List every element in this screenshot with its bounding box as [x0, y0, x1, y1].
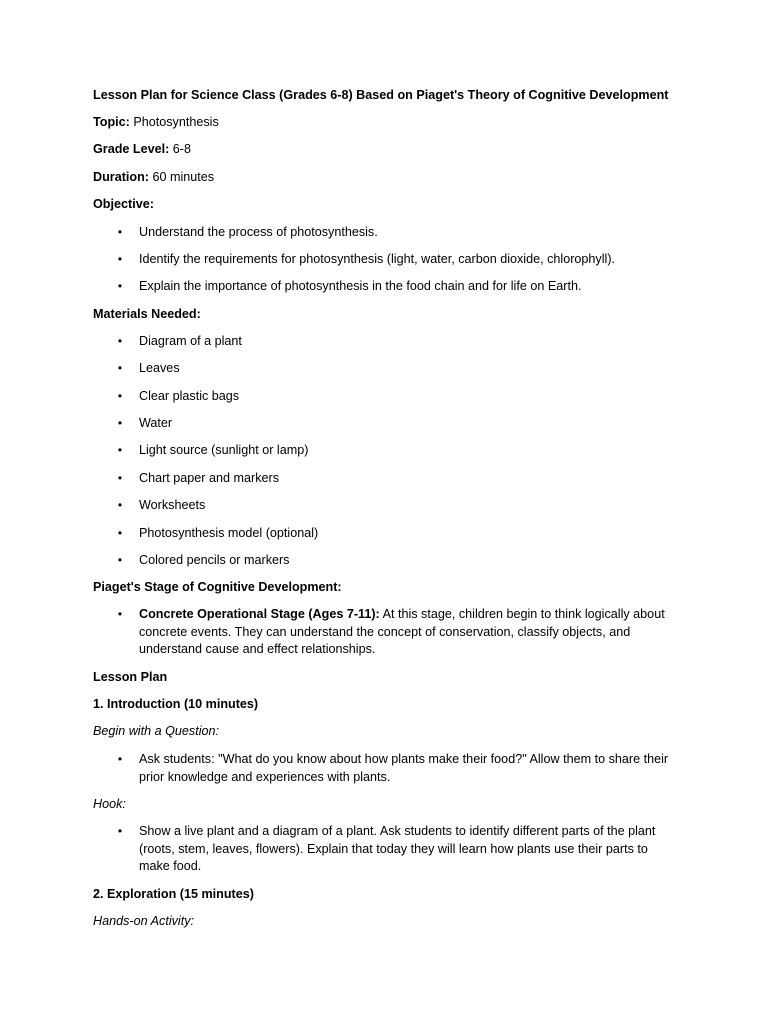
bullet-icon: •: [117, 752, 123, 766]
document-title: Lesson Plan for Science Class (Grades 6-8) Based on Piaget's Theory of Cognitive Development: [93, 88, 669, 102]
stage-description: At this stage, children begin to think logically about concrete events. They can understand the concept of conservation, classify objects, and understand cause and effect relationships.: [139, 607, 665, 656]
bullet-icon: •: [117, 279, 123, 293]
grade-level-line: [93, 141, 693, 159]
lesson-plan-heading: Lesson Plan: [93, 670, 168, 684]
bullet-icon: •: [117, 443, 123, 457]
bullet-icon: •: [117, 553, 123, 567]
bullet-icon: •: [117, 361, 123, 375]
topic-value: Photosynthesis: [133, 115, 219, 129]
bullet-icon: •: [117, 607, 123, 621]
objective-heading: Objective:: [93, 197, 154, 211]
bullet-icon: •: [117, 471, 123, 485]
bullet-icon: •: [117, 824, 123, 838]
bullet-icon: •: [117, 252, 123, 266]
bullet-icon: •: [117, 526, 123, 540]
hands-on-activity-label: Hands-on Activity:: [93, 914, 195, 928]
exploration-heading: 2. Exploration (15 minutes): [93, 887, 254, 901]
bullet-icon: •: [117, 389, 123, 403]
hook-label: Hook:: [93, 797, 126, 811]
bullet-icon: •: [117, 225, 123, 239]
topic-line: [93, 114, 693, 132]
duration-label: Duration:: [93, 170, 149, 184]
document-page: Lesson Plan for Science Class (Grades 6-8) Based on Piaget's Theory of Cognitive Development Topic: Photosynthesis Grade Level: 6-8 Duration: 60 minutes Objective: • Understand the process of photosynthesis. • Identify the requirements for photosynthesis (light, water, carbon dioxide, chlorophyll). • Explain the importance of photosynthesis in the food chain and for life on Earth. Materials Needed: • Diagram of a plant • Leaves • Clear plastic bags • Water • Light source (sunlight or lamp) • Chart paper and markers • Worksheets • Photosynthesis model (optional) • Colored pencils or markers Piaget's Stage of Cognitive Development: • Concrete Operational Stage (Ages 7-11): At this stage, children begin to think logically about concrete events. They can understand the concept of conservation, classify objects, and understand cause and effect relationships. Lesson Plan 1. Introduction (10 minutes) Begin with a Question: • Ask students: "What do you know about how plants make their food?" Allow them to share their prior knowledge and experiences with plants. Hook: • Show a live plant and a diagram of a plant. Ask students to identify different parts of the plant (roots, stem, leaves, flowers). Explain that today they will learn how plants use their parts to make food. 2. Exploration (15 minutes) Hands-on Activity:: [0, 0, 768, 1024]
bullet-icon: •: [117, 498, 123, 512]
materials-heading: Materials Needed:: [93, 307, 201, 321]
stage-name: Concrete Operational Stage (Ages 7-11):: [139, 607, 380, 621]
grade-level-value: 6-8: [172, 142, 191, 156]
bullet-icon: •: [117, 334, 123, 348]
duration-value: 60 minutes: [152, 170, 215, 184]
duration-line: [93, 169, 693, 187]
grade-level-label: Grade Level:: [93, 142, 170, 156]
piaget-stage-heading: Piaget's Stage of Cognitive Development:: [93, 580, 342, 594]
introduction-heading: 1. Introduction (10 minutes): [93, 697, 259, 711]
bullet-icon: •: [117, 416, 123, 430]
topic-label: Topic:: [93, 115, 130, 129]
question-label: Begin with a Question:: [93, 724, 220, 738]
